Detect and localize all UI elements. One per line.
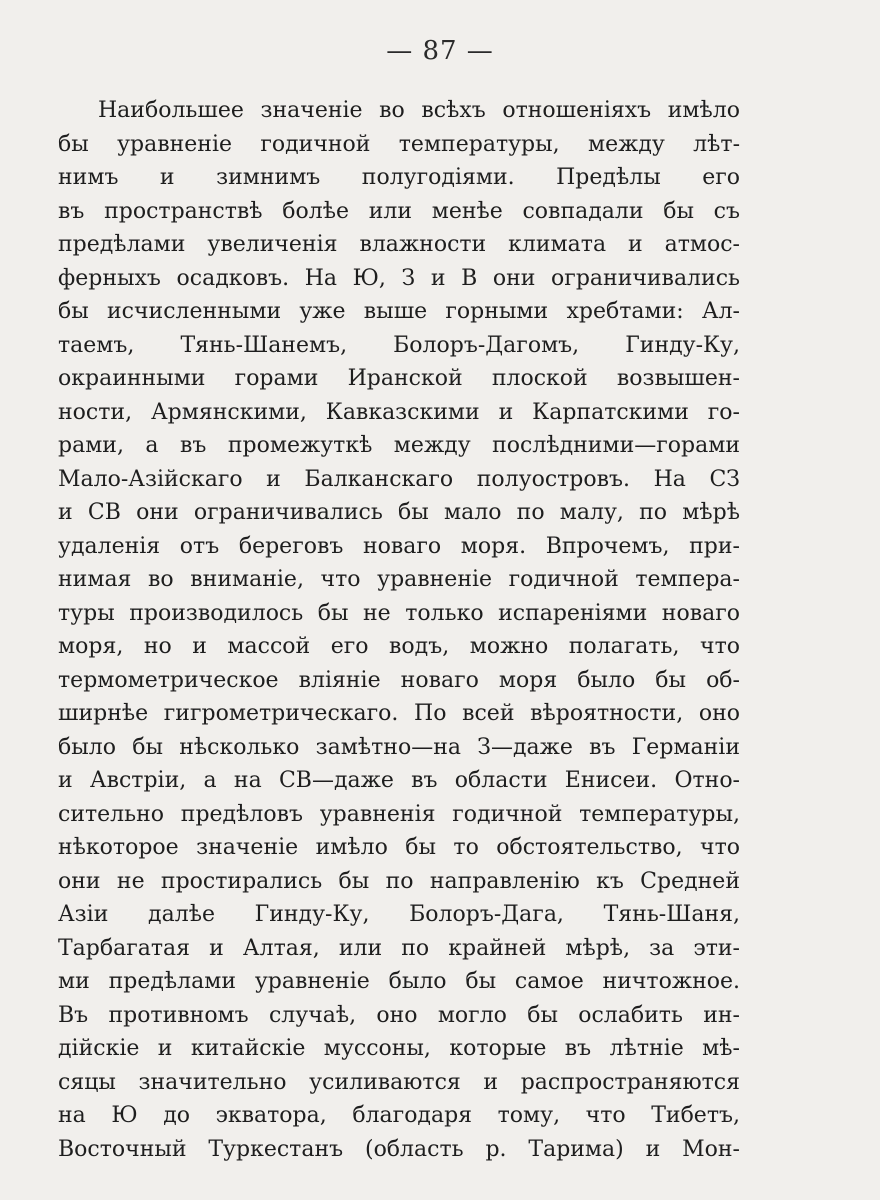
text-line: сительно предѣловъ уравненія годичной температуры, [58,801,740,827]
text-line: предѣлами увеличенія влажности климата и атмос- [58,232,740,257]
text-line: и СВ они ограничивались бы мало по малу, по мѣрѣ [58,500,740,525]
text-line: рами, а въ промежуткѣ между послѣдними—горами [58,433,740,458]
text-line: и Австріи, а на СВ—даже въ области Енисеи. Отно- [58,768,740,793]
page-number: — 87 — [386,36,494,66]
text-line: термометрическое вліяніе новаго моря было бы об- [58,667,740,693]
text-line: бы исчисленными уже выше горными хребтами: Ал- [58,299,740,324]
text-line: въ пространствѣ болѣе или менѣе совпадали бы съ [58,198,740,224]
text-line: дійскіе и китайскіе муссоны, которые въ лѣтніе мѣ- [58,1036,740,1061]
text-line: Въ противномъ случаѣ, оно могло бы ослабить ин- [58,1002,740,1028]
text-line: моря, но и массой его водъ, можно полагать, что [58,634,740,659]
text-line: Наибольшее значеніе во всѣхъ отношеніяхъ имѣло [98,98,740,123]
text-line: окраинными горами Иранской плоской возвышен- [58,366,740,391]
text-line: Мало-Азійскаго и Балканскаго полуостровъ. На СЗ [58,466,740,492]
text-line: Тарбагатая и Алтая, или по крайней мѣрѣ, за эти- [58,935,740,961]
text-line: ми предѣлами уравненіе было бы самое ничтожное. [58,969,740,994]
text-line: ширнѣе гигрометрическаго. По всей вѣроятности, оно [58,701,740,726]
text-line: туры производилось бы не только испареніями новаго [58,600,740,626]
text-line: сяцы значительно усиливаются и распространяются [58,1069,740,1095]
text-line: удаленія отъ береговъ новаго моря. Впрочемъ, при- [58,533,740,559]
text-line: Восточный Туркестанъ (область р. Тарима) и Мон- [58,1136,740,1162]
text-line: было бы нѣсколько замѣтно—на З—даже въ Германіи [58,734,740,760]
text-line: нимая во вниманіе, что уравненіе годичной темпера- [58,567,740,592]
text-line: Азіи далѣе Гинду-Ку, Болоръ-Дага, Тянь-Шаня, [58,902,740,927]
text-line: они не простирались бы по направленію къ Средней [58,868,740,894]
text-line: ферныхъ осадковъ. На Ю, З и В они ограничивались [58,265,740,291]
text-line: таемъ, Тянь-Шанемъ, Болоръ-Дагомъ, Гинду-Ку, [58,332,740,358]
text-line: ности, Армянскими, Кавказскими и Карпатскими го- [58,399,740,425]
text-line: нимъ и зимнимъ полугодіями. Предѣлы его [58,165,740,190]
text-line: на Ю до экватора, благодаря тому, что Тибетъ, [58,1103,740,1128]
text-line: бы уравненіе годичной температуры, между лѣт- [58,131,740,157]
text-line: нѣкоторое значеніе имѣло бы то обстоятельство, что [58,835,740,860]
body-text [58,94,740,1166]
